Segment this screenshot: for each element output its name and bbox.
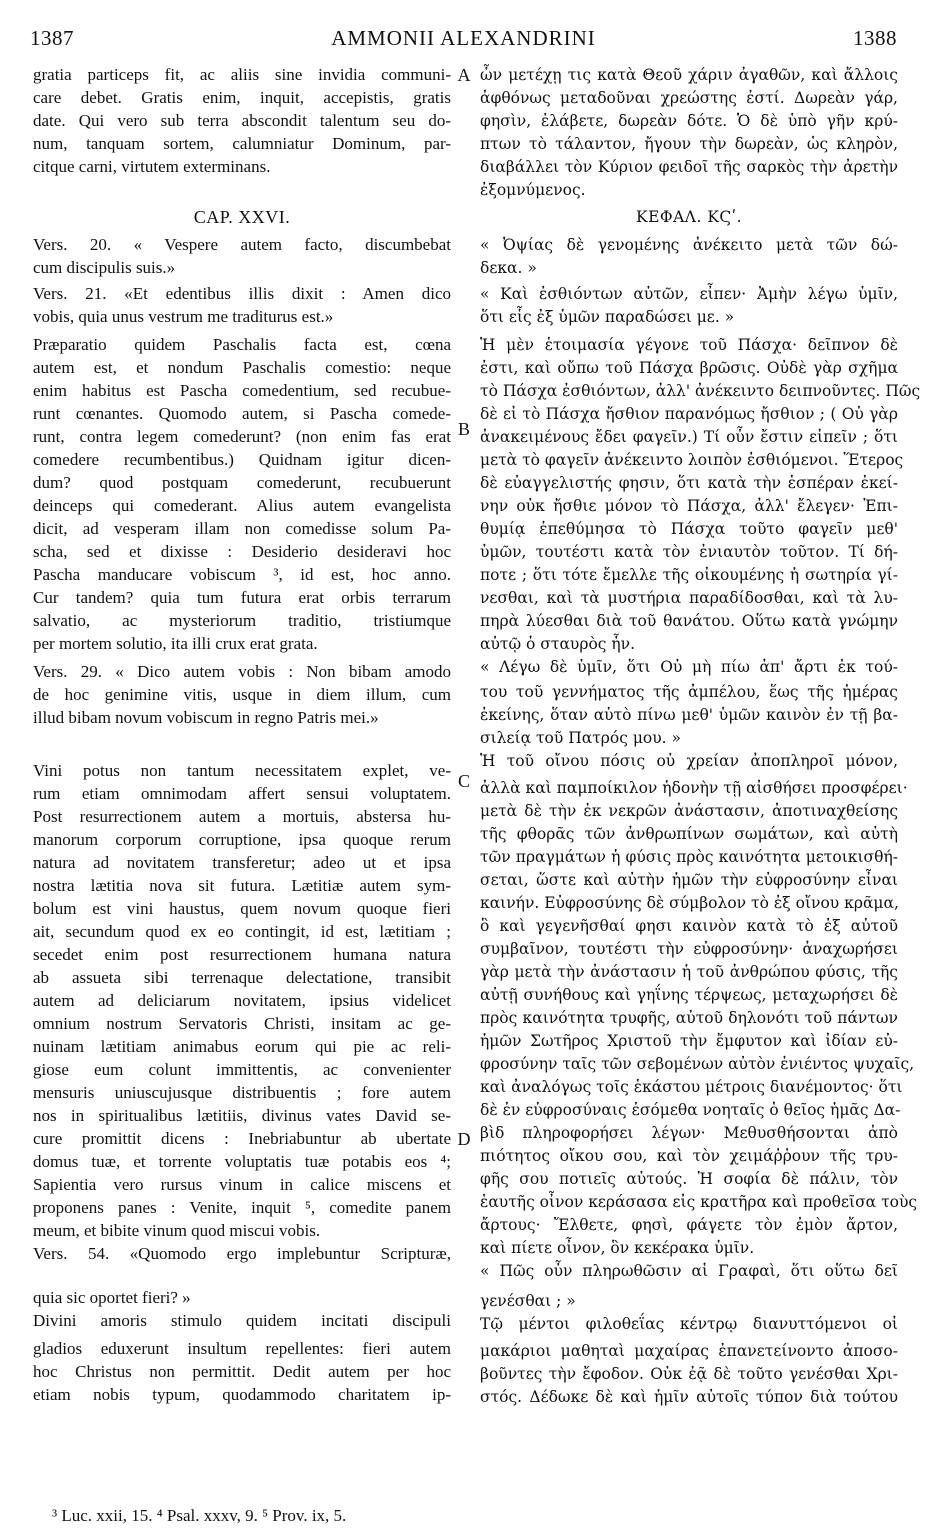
latin-text-line: manorum corporum corruptione, ipsa quoque rerum bbox=[33, 830, 451, 849]
greek-text-line: δεκα. » bbox=[480, 259, 537, 277]
greek-text-line: δὲ εὐαγγελιστής φησιν, ὅτι κατὰ τὴν ἑσπέραν ἐκεί- bbox=[480, 474, 898, 492]
latin-text-line: Vers. 29. « Dico autem vobis : Non bibam amodo bbox=[33, 662, 451, 681]
latin-text-line: ab assueta sibi terrenaque delectatione, transibit bbox=[33, 968, 451, 987]
running-title: AMMONII ALEXANDRINI bbox=[331, 26, 596, 50]
latin-text-line: Divini amoris stimulo quidem incitati discipuli bbox=[33, 1311, 451, 1330]
greek-text-line: τῆς φθορᾶς τῶν ἀνθρωπίνων σωμάτων, καὶ αὐτὴ bbox=[480, 825, 898, 843]
latin-text-line: meum, et bibite vinum quod miscui vobis. bbox=[33, 1221, 321, 1240]
footnotes: ³ Luc. xxii, 15. ⁴ Psal. xxxv, 9. ⁵ Prov. ix, 5. bbox=[52, 1506, 347, 1525]
latin-text-line: cum discipulis suis.» bbox=[33, 258, 176, 277]
greek-text-line: ἄρτους· Ἔλθετε, φησὶ, φάγετε τὸν ἐμὸν ἄρτον, bbox=[480, 1216, 898, 1234]
greek-text-line: σιλείᾳ τοῦ Πατρός μου. » bbox=[480, 729, 682, 747]
latin-text-line: Vers. 54. «Quomodo ergo implebuntur Scripturæ, bbox=[33, 1244, 451, 1263]
latin-text-line: Præparatio quidem Paschalis facta est, cœna bbox=[33, 335, 451, 354]
latin-text-line: domus tuæ, et torrente voluptatis tuæ potabis eos ⁴; bbox=[33, 1152, 451, 1171]
greek-text-line: ποτε ; ὅτι τότε ἔμελλε τῆς οἰκουμένης ἡ σωτηρία γί- bbox=[480, 566, 898, 584]
greek-text-line: τῶν πραγμάτων ἡ φύσις πρὸς καινότητα μετοικισθή- bbox=[480, 848, 898, 866]
greek-text-line: « Ὀψίας δὲ γενομένης ἀνέκειτο μετὰ τῶν δώ- bbox=[480, 236, 898, 254]
greek-text-line: νην οὐκ ἤσθιε μόνον τὸ Πάσχα, ἀλλ' ἔλεγεν· Ἐπι- bbox=[480, 497, 898, 515]
greek-text-line: ὑμῶν, τουτέστι κατὰ τὸν ἐνιαυτὸν τοῦτον. Τί δή- bbox=[480, 543, 898, 561]
latin-text-line: Sapientia vero rursus vinum in calice miscens et bbox=[33, 1175, 451, 1194]
greek-text-line: βοῦντες τὴν ἔφοδον. Οὐκ ἐᾷ δὲ τοῦτο γενέσθαι Χρι- bbox=[480, 1365, 898, 1383]
page-number-right: 1388 bbox=[853, 26, 897, 50]
greek-text-line: τὸ Πάσχα ἐσθιόντων, ἀλλ' ἀνέκειντο δειπνοῦντες. Πῶς bbox=[480, 382, 921, 400]
latin-text-line: vobis, quia unus vestrum me traditurus est.» bbox=[33, 307, 334, 326]
greek-text-line: καινήν. Εὐφροσύνης δὲ σύμβολον τὸ ἐξ οἴνου κρᾶμα, bbox=[480, 894, 899, 912]
greek-text-line: Τῷ μέντοι φιλοθεΐας κέντρῳ διανυττόμενοι οἱ bbox=[480, 1315, 898, 1333]
margin-letter: B bbox=[457, 419, 470, 439]
greek-text-line: διαβάλλει τὸν Κύριον φειδοῖ τῆς σαρκὸς τὴν ἀρετὴν bbox=[480, 158, 898, 176]
greek-text-line: στός. Δέδωκε δὲ καὶ ἡμῖν αὐτοῖς τύπον διὰ τούτου bbox=[480, 1388, 898, 1406]
latin-text-line: autem est, et nondum Paschalis comestio: neque bbox=[33, 358, 451, 377]
greek-text-line: γὰρ μετὰ τὴν ἀνάστασιν ἡ τοῦ ἀνθρώπου φύσις, τῆς bbox=[480, 963, 898, 981]
latin-text-line: quia sic oportet fieri? » bbox=[33, 1288, 191, 1307]
latin-text-line: omnium nostrum Servatoris Christi, insitam ac ge- bbox=[33, 1014, 451, 1033]
latin-text-line: deinceps qui comederant. Alius autem evangelista bbox=[33, 496, 451, 515]
greek-text-line: ἑαυτῆς οἶνον κεράσασα εἰς κρατῆρα καὶ προθεῖσα τοὺς bbox=[480, 1193, 918, 1211]
latin-text-line: natura ad novitatem transferetur; adeo ut et ipsa bbox=[33, 853, 451, 872]
greek-text-line: μετὰ δὲ τὴν ἐκ νεκρῶν ἀνάστασιν, ἀποτιναχθείσης bbox=[480, 802, 898, 820]
greek-text-line: φροσύνην ταῖς τῶν σεβομένων αὐτὸν ἐνιέντος ψυχαῖς, bbox=[480, 1055, 915, 1073]
greek-text-line: πιότητος οἴκου σου, καὶ τὸν χειμάῤῥουν τῆς τρυ- bbox=[480, 1147, 898, 1165]
latin-text-line: gladios eduxerunt insultum repellentes: fieri autem bbox=[33, 1339, 451, 1358]
greek-text-line: ἀλλὰ καὶ παμποίκιλον ἡδονὴν τῇ αἰσθήσει προσφέρει· bbox=[480, 779, 908, 797]
latin-text-line: Vini potus non tantum necessitatem explet, ve- bbox=[33, 761, 451, 780]
latin-text-line: Vers. 20. « Vespere autem facto, discumbebat bbox=[33, 235, 451, 254]
greek-text-line: αὐτῇ συνήθους καὶ γηΐνης τέρψεως, μεταχωρήσει δὲ bbox=[480, 986, 898, 1004]
greek-text-line: ἀφθόνως μεταδοῦναι χρεώστης ἐστί. Δωρεὰν γάρ, bbox=[480, 89, 898, 107]
greek-text-line: ὃ καὶ γεγενῆσθαί φησι καινὸν κατὰ τὸ ἐξ αὐτοῦ bbox=[480, 917, 898, 935]
greek-text-line: φῆς σου ποτιεῖς αὐτούς. Ἡ σοφία δὲ πάλιν, τὸν bbox=[480, 1170, 898, 1188]
latin-text-line: runt, contra legem comederunt? (non enim fas erat bbox=[33, 427, 451, 446]
greek-text-line: φησὶν, ἐλάβετε, δωρεὰν δότε. Ὁ δὲ ὑπὸ γῆν κρύ- bbox=[480, 112, 898, 130]
greek-text-line: νεσθαι, καὶ τὰ μυστήρια παραδίδοσθαι, καὶ τὰ λυ- bbox=[480, 589, 898, 607]
latin-text-line: bolum est vini haustus, quem novum quoque fieri bbox=[33, 899, 451, 918]
latin-text-line: hoc Christus non permittit. Dedit autem per hoc bbox=[33, 1362, 451, 1381]
latin-text-line: Pascha manducare vobiscum ³, id est, hoc anno. bbox=[33, 565, 451, 584]
latin-text-line: per mortem solutio, ita illi crux erat grata. bbox=[33, 634, 318, 653]
greek-text-line: μετὰ τὸ φαγεῖν ἀνέκειντο λοιπὸν ἐσθιόμενοι. Ἕτερος bbox=[480, 451, 904, 469]
latin-text-line: proponens panes : Venite, inquit ⁵, comedite panem bbox=[33, 1198, 451, 1217]
latin-text-line: de hoc genimine vitis, usque in diem illum, cum bbox=[33, 685, 451, 704]
latin-text-line: cure promittit dicens : Inebriabuntur ab ubertate bbox=[33, 1129, 451, 1148]
latin-chapter-heading: CAP. XXVI. bbox=[193, 207, 291, 227]
greek-text-line: ἀνακειμένους ἔδει φαγεῖν.) Τί οὖν ἔστιν εἰπεῖν ; ὅτι bbox=[480, 428, 898, 446]
margin-letter: D bbox=[457, 1129, 471, 1149]
greek-text-line: καὶ πίετε οἶνον, ὃν κεκέρακα ὑμῖν. bbox=[480, 1239, 755, 1257]
greek-text-line: του τοῦ γεννήματος τῆς ἀμπέλου, ἕως τῆς ἡμέρας bbox=[480, 683, 898, 701]
greek-text-line: πτων τὸ τάλαντον, ἤγουν τὴν δωρεὰν, ὡς κληρὸν, bbox=[480, 135, 898, 153]
latin-text-line: rum etiam omnimodam affert sensui voluptatem. bbox=[33, 784, 451, 803]
greek-text-line: δὲ εἰ τὸ Πάσχα ἤσθιον παρανόμως ἤσθιον ; ( Οὐ γὰρ bbox=[480, 405, 898, 423]
greek-text-line: ὅτι εἷς ἐξ ὑμῶν παραδώσει με. » bbox=[480, 308, 735, 326]
greek-text-line: ἐστι, καὶ οὔπω τοῦ Πάσχα βρῶσις. Οὐδὲ γὰρ σχῆμα bbox=[480, 359, 898, 377]
greek-chapter-heading: ΚΕΦΑΛ. ΚϚʹ. bbox=[635, 208, 743, 226]
latin-text-line: Vers. 21. «Et edentibus illis dixit : Amen dico bbox=[33, 284, 451, 303]
latin-text-line: gratia particeps fit, ac aliis sine invidia communi- bbox=[33, 65, 451, 84]
greek-text-line: μακάριοι μαθηταὶ μαχαίρας ἐπανετείνοντο ἀποσο- bbox=[480, 1342, 898, 1360]
latin-text-line: illud bibam novum vobiscum in regno Patris mei.» bbox=[33, 708, 379, 727]
latin-text-line: nostra lætitia nova sit futura. Lætitiæ autem sym- bbox=[33, 876, 451, 895]
margin-letter: A bbox=[457, 65, 471, 85]
greek-text-line: πρὸς καινότητα τρυφῆς, αὐτοῦ δηλονότι τοῦ πάντων bbox=[480, 1009, 898, 1027]
greek-text-line: « Πῶς οὖν πληρωθῶσιν αἱ Γραφαὶ, ὅτι οὕτω δεῖ bbox=[480, 1262, 898, 1280]
greek-text-line: συμβαῖνον, τουτέστι τὴν εὐφροσύνην· ἀναχωρήσει bbox=[480, 940, 898, 958]
latin-text-line: num, tanquam sortem, calumniatur Dominum, par- bbox=[33, 134, 451, 153]
greek-text-line: Ἡ τοῦ οἴνου πόσις οὐ χρείαν ἀποπληροῖ μόνον, bbox=[480, 752, 898, 770]
greek-text-line: ἐκείνης, ὅταν αὐτὸ πίνω μεθ' ὑμῶν καινὸν ἐν τῇ βα- bbox=[480, 706, 898, 724]
greek-text-line: θυμίᾳ ἐπεθύμησα τὸ Πάσχα τοῦτο φαγεῖν μεθ' bbox=[480, 520, 898, 538]
latin-text-line: giose eum colunt immittentis, ac convenienter bbox=[33, 1060, 451, 1079]
latin-text-line: ait, secundum quod ex eo contingit, id est, lætitiam ; bbox=[33, 922, 451, 941]
latin-text-line: nos in spiritualibus lætitiis, divinus vates David se- bbox=[33, 1106, 451, 1125]
latin-text-line: Post resurrectionem autem a mortuis, abstersa hu- bbox=[33, 807, 451, 826]
greek-text-line: ἐξομνύμενος. bbox=[480, 181, 586, 199]
greek-text-line: « Καὶ ἐσθιόντων αὐτῶν, εἶπεν· Ἀμὴν λέγω ὑμῖν, bbox=[480, 285, 898, 303]
latin-text-line: mensuris uniuscujusque distribuentis ; fore autem bbox=[33, 1083, 451, 1102]
running-header bbox=[30, 26, 897, 56]
latin-text-line: salvatio, ac mysteriorum traditio, tristiumque bbox=[33, 611, 451, 630]
greek-text-line: « Λέγω δὲ ὑμῖν, ὅτι Οὐ μὴ πίω ἀπ' ἄρτι ἐκ τού- bbox=[480, 658, 898, 676]
latin-text-line: etiam nobis typum, quodammodo charitatem ip- bbox=[33, 1385, 451, 1404]
latin-text-line: scha, sed et dixisse : Desiderio desideravi hoc bbox=[33, 542, 451, 561]
latin-text-line: Cur tandem? quia tum futura erat orbis terrarum bbox=[33, 588, 451, 607]
greek-text-line: πηρὰ λύεσθαι διὰ τοῦ θανάτου. Οὕτω κατὰ γνώμην bbox=[480, 612, 898, 630]
greek-text-line: ὧν μετέχῃ τις κατὰ Θεοῦ χάριν ἀγαθῶν, καὶ ἄλλοις bbox=[480, 66, 898, 84]
greek-text-line: ἡμῶν Σωτῆρος Χριστοῦ τὴν ἔμφυτον καὶ ἰδίαν εὐ- bbox=[480, 1032, 898, 1050]
latin-text-line: comedere recumbentibus.) Quidnam igitur dicen- bbox=[33, 450, 451, 469]
latin-text-line: runt cœnantes. Quomodo autem, si Pascha comede- bbox=[33, 404, 451, 423]
latin-text-line: citque carni, virtutem exterminans. bbox=[33, 157, 271, 176]
margin-letter: C bbox=[457, 771, 470, 791]
page-number-left: 1387 bbox=[30, 26, 74, 50]
greek-text-line: γενέσθαι ; » bbox=[480, 1292, 576, 1310]
latin-text-line: dicit, ad vesperam illam non comedisse solum Pa- bbox=[33, 519, 451, 538]
greek-text-line: Ἡ μὲν ἑτοιμασία γέγονε τοῦ Πάσχα· δεῖπνον δὲ bbox=[480, 336, 898, 354]
greek-text-line: αὐτῷ ὁ σταυρὸς ἦν. bbox=[480, 635, 636, 653]
greek-text-line: δὲ ἐν εὐφροσύναις ἐσόμεθα νοηταῖς ὁ θεῖος ἡμᾶς Δα- bbox=[480, 1101, 901, 1119]
greek-text-line: σεται, ὥστε καὶ αὐτὴν ἡμῶν τὴν εὐφροσύνην εἶναι bbox=[480, 871, 898, 889]
latin-text-line: date. Qui vero sub terra abscondit talentum seu do- bbox=[33, 111, 451, 130]
latin-text-line: enim habitus est Pascha comedentium, sed recubue- bbox=[33, 381, 451, 400]
greek-text-line: βὶδ πληροφορήσει λέγων· Μεθυσθήσονται ἀπὸ bbox=[480, 1124, 898, 1142]
latin-text-line: nuinam lætitiam animabus eorum qui pie ac reli- bbox=[33, 1037, 451, 1056]
greek-text-line: καὶ ἀναλόγως τοῖς ἑκάστου μέτροις διανέμοντος· ὅτι bbox=[480, 1078, 903, 1096]
latin-text-line: care debet. Gratis enim, inquit, accepistis, gratis bbox=[33, 88, 451, 107]
latin-text-line: autem ad deliciarum novitatem, ipsius videlicet bbox=[33, 991, 451, 1010]
latin-text-line: dum? quod postquam comederunt, recubuerunt bbox=[33, 473, 451, 492]
latin-text-line: secedet enim post resurrectionem humana natura bbox=[33, 945, 451, 964]
